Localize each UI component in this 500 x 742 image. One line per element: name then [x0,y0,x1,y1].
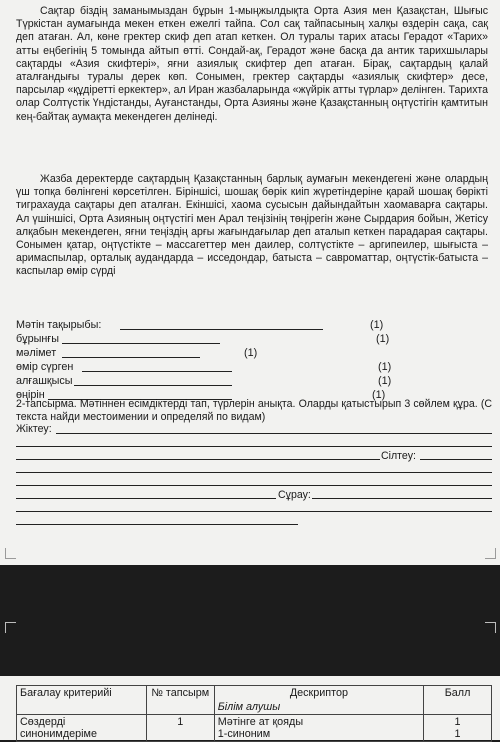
points-item: 1 [454,728,461,740]
table-header-row [17,686,492,701]
assessment-page [0,676,500,740]
task1-row-synonym [16,346,486,360]
answer-line[interactable] [16,524,298,525]
text-paragraph-1: Сақтар біздің заманымыздан бұрын 1-мыңжылдықта Орта Азия мен Қазақстан, Шығыс Түркістан аумағында мекен еткен ежелгі тайпа. Сол сақ тайпасының халқы өздерін сақа, сақ деп атаған. Ал, көне гректер скиф деп атап кеткен. Ол туралы тарих атасы Герадот «Тарих» атты еңбегінің 5 томында айтып өтті. Сондай-ақ, Герадот және басқа да антик тарихшылары сақтарды «Азия скифтері», яғни азиялық скифтер деп атаған. Бірақ, сақтардың қалай аталғандығы туралы дерек көп. Сонымен, гректер сақтарды «азиялық скифтер» десе, парсылар «құдіретті еркектер», ал Иран жазбаларында «жүйрік атты түрлар» делінген. Тарихта олар Солтүстік Үндістанды, Ауғанстанды, Орта Азияны және Қазақстанның оңтүстігін қамтитын кең-байтақ аумақта мекендеген делінеді. [16,5,488,123]
task1-row-synonym [16,360,486,374]
cell-criterion: Сөздерді синонимдеріме [17,715,147,742]
answer-line[interactable] [16,511,492,512]
points-label: (1) [372,389,386,401]
points-label: (1) [370,319,384,331]
answer-line[interactable] [420,459,492,460]
points-label: (1) [244,347,258,359]
answer-line[interactable] [16,472,492,473]
text-paragraph-2: Жазба деректерде сақтардың Қазақстанның барлық аумағын мекендегені және олардың үш топқа бөлінгені көрсетілген. Біріншісі, шошақ бөрік киіп жүретіндеріне қарай шошақ бөрікті тиграхауда сақтары деп аталған. Екіншісі, хаома сусысын дайындайтын хаомаварға сақтары. Ал үшіншісі, Орта Азияның оңтүстігі мен Арал теңізінің төңірегін және Сырдария бойын, Жетісу алқабын мекендеген, яғни теңіздің арғы жағындағылар деп аталып кеткен парадарая сақтары. Сонымен қатар, оңтүстікте – массагеттер мен даилер, солтүстікте – аргипеилер, шығыста – аримаспылар, орталық аудандарда – исседондар, батыста – савроматтар, оңтүстік-батыста – каспылар өмір сүрді [16,173,488,278]
assessment-table [16,685,492,742]
cell-descriptor [214,715,423,742]
header-learner: Білім алушы [214,700,423,715]
points-item: 1 [454,716,461,728]
answer-line[interactable] [62,357,200,358]
answer-line[interactable] [62,343,220,344]
points-label: (1) [376,333,390,345]
crop-mark [485,548,496,559]
crop-mark [5,622,16,633]
task1-label: Мәтін тақырыбы: [16,319,102,331]
answer-line[interactable] [16,459,380,460]
header-criterion: Бағалау критерийі [17,686,147,715]
task1-row-title [16,318,486,332]
task1-label: алғашқысы [16,375,73,387]
answer-line[interactable] [82,371,232,372]
answer-line[interactable] [120,329,323,330]
crop-mark [5,548,16,559]
cell-points [424,715,492,742]
task1-row-synonym [16,374,486,388]
task1-label: өңірін [16,389,45,401]
answer-line[interactable] [16,485,492,486]
task1-row-synonym [16,332,486,346]
task2-prompt: 2-тапсырма. Мәтіннен есімдіктерді тап, түрлерін анықта. Оларды қатыстырып 3 сөйлем құра. (С текста найди местоимении и определяй по видам) [16,398,492,423]
answer-line[interactable] [16,446,492,447]
descriptor-item: 1-синоним [217,728,271,740]
cell-task-number: 1 [146,715,214,742]
pronoun-personal-label: Жіктеу: [16,423,52,435]
crop-mark [485,622,496,633]
answer-line[interactable] [312,498,492,499]
pronoun-interrogative-label: Сұрау: [278,489,311,501]
pronoun-demonstrative-label: Сілтеу: [381,450,416,462]
answer-line[interactable] [74,385,232,386]
header-descriptor: Дескриптор [214,686,423,701]
points-label: (1) [378,361,392,373]
table-row [17,715,492,742]
task1-label: бұрынғы [16,333,60,345]
answer-line[interactable] [16,498,276,499]
answer-line[interactable] [56,433,492,434]
header-points: Балл [424,686,492,715]
points-label: (1) [378,375,392,387]
descriptor-item: Мәтінге ат қояды [217,716,304,728]
task1-label: өмір сүрген [16,361,74,373]
task1-label: мәлімет [16,347,57,359]
header-task-number: № тапсырм [146,686,214,715]
